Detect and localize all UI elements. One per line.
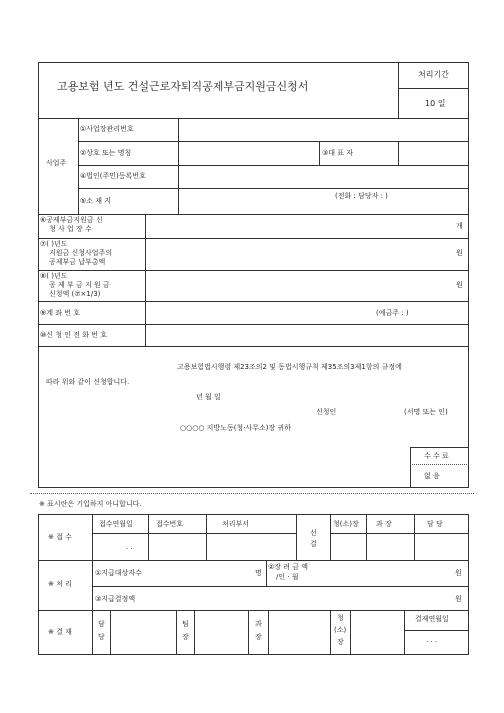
row6-unit: 개: [456, 222, 463, 230]
gwa-jang-label: 장: [255, 633, 262, 641]
p1-unit: 명: [255, 569, 262, 577]
row7-unit: 원: [456, 249, 463, 257]
reg-no-field[interactable]: [179, 119, 468, 140]
row7-label-a: ⑦( )년도: [40, 240, 68, 248]
dept-label: 처리부서: [222, 520, 250, 528]
applicant-label: 신청인: [316, 408, 337, 416]
office-use-note: ※ 표시란은 기입하지 아니합니다.: [39, 500, 142, 508]
staff-label: 담 당: [427, 520, 443, 528]
gyeol-label: 결: [310, 540, 317, 548]
dang-label: 당: [98, 633, 105, 641]
processing-period-value: 10 일: [425, 99, 446, 108]
row9-holder: (예금주 : ): [376, 309, 409, 317]
title-period-divider: [398, 62, 399, 118]
employer-corp-no-label: ④법인(주민)등록번호: [80, 172, 146, 180]
office-label-divider: [92, 514, 93, 655]
address-field[interactable]: [179, 189, 468, 213]
employer-rep-label: ③대 표 자: [322, 149, 354, 157]
approval-date-dots: · · ·: [426, 638, 438, 646]
employer-address-label: ⑤소 재 지: [80, 197, 112, 205]
row8-unit: 원: [456, 281, 463, 289]
recipient-line: ○○○○ 지방노동(청·사무소)장 귀하: [180, 424, 291, 432]
row10-label: ⑩신 청 인 전 화 번 호: [40, 331, 107, 339]
corp-no-field[interactable]: [179, 166, 468, 187]
employer-section-label: 사업주: [46, 159, 67, 167]
employer-label-divider: [78, 118, 79, 214]
declaration-line1: 고용보험법시행령 제23조의2 및 동법시행규칙 제35조의3제1항의 규정에: [177, 363, 402, 371]
fee-value: 없 음: [424, 472, 440, 480]
approval-date-label: 결재연월일: [415, 615, 449, 623]
declaration-line2: 따라 위와 같이 신청합니다.: [46, 378, 130, 386]
tim-jang-label: 장: [182, 633, 189, 641]
so-label: (소): [334, 626, 347, 634]
rep-field[interactable]: [399, 142, 468, 164]
row6-label-a: ⑥공제부금지원금 신: [40, 216, 103, 224]
approval-section-label: ※ 결 재: [48, 628, 72, 636]
head-label: 청(소)장: [333, 520, 359, 528]
employer-reg-no-label: ①사업장관리번호: [80, 125, 134, 133]
row7-label-b: 지원금 신청사업주의: [49, 249, 113, 257]
seon-label: 선: [310, 529, 317, 537]
employer-name-label: ②상호 또는 명칭: [80, 149, 132, 157]
p3-label: ③지급결정액: [95, 595, 136, 603]
employer-phone-contact: (전화 : 담당자 : ): [335, 192, 388, 200]
row8-label-c: 신청액 (⑦×1/3): [49, 290, 101, 298]
process-section-label: ※ 처 리: [48, 580, 72, 588]
receipt-date-dots: · ·: [126, 545, 133, 553]
p2-unit: 원: [455, 569, 462, 577]
row8-field[interactable]: [146, 271, 452, 300]
dam-label: 담: [98, 620, 105, 628]
fee-label: 수 수 료: [424, 452, 449, 460]
receipt-date-label: 접수연월일: [99, 520, 133, 528]
receipt-no-label: 접수번호: [156, 520, 184, 528]
account-field[interactable]: [146, 302, 372, 323]
row6-field[interactable]: [146, 215, 452, 237]
p2-label-a: ②장 려 금 액: [268, 563, 308, 571]
cheong-label: 청: [337, 614, 344, 622]
row6-label-b: 청 사 업 장 수: [49, 225, 92, 233]
tim-label: 팀: [182, 620, 189, 628]
phone-field[interactable]: [146, 325, 468, 345]
manager-label: 과 장: [376, 520, 392, 528]
row9-label: ⑨계 좌 번 호: [40, 309, 80, 317]
gwa-label: 과: [255, 620, 262, 628]
receipt-section-label: ※ 접 수: [48, 533, 72, 541]
processing-period-label: 처리기간: [418, 70, 449, 79]
cheong-jang-label: 장: [337, 638, 344, 646]
signature-label: (서명 또는 인): [404, 408, 448, 416]
declaration-date: 년 월 일: [196, 393, 221, 401]
row8-label-a: ⑧( )년도: [40, 272, 68, 280]
form-title: 고용보험 년도 건설근로자퇴직공제부금지원금신청서: [57, 80, 309, 93]
row8-label-b: 공 제 부 금 지 원 금: [49, 281, 110, 289]
p2-label-b: /인 · 월: [276, 573, 299, 581]
period-divider: [398, 88, 469, 89]
p1-label: ①지급대상자수: [95, 569, 142, 577]
row7-field[interactable]: [146, 239, 452, 269]
name-field[interactable]: [179, 142, 318, 164]
row7-label-c: 공제부금 납부총액: [49, 258, 106, 266]
p3-unit: 원: [455, 595, 462, 603]
dotted-separator: [30, 493, 474, 494]
